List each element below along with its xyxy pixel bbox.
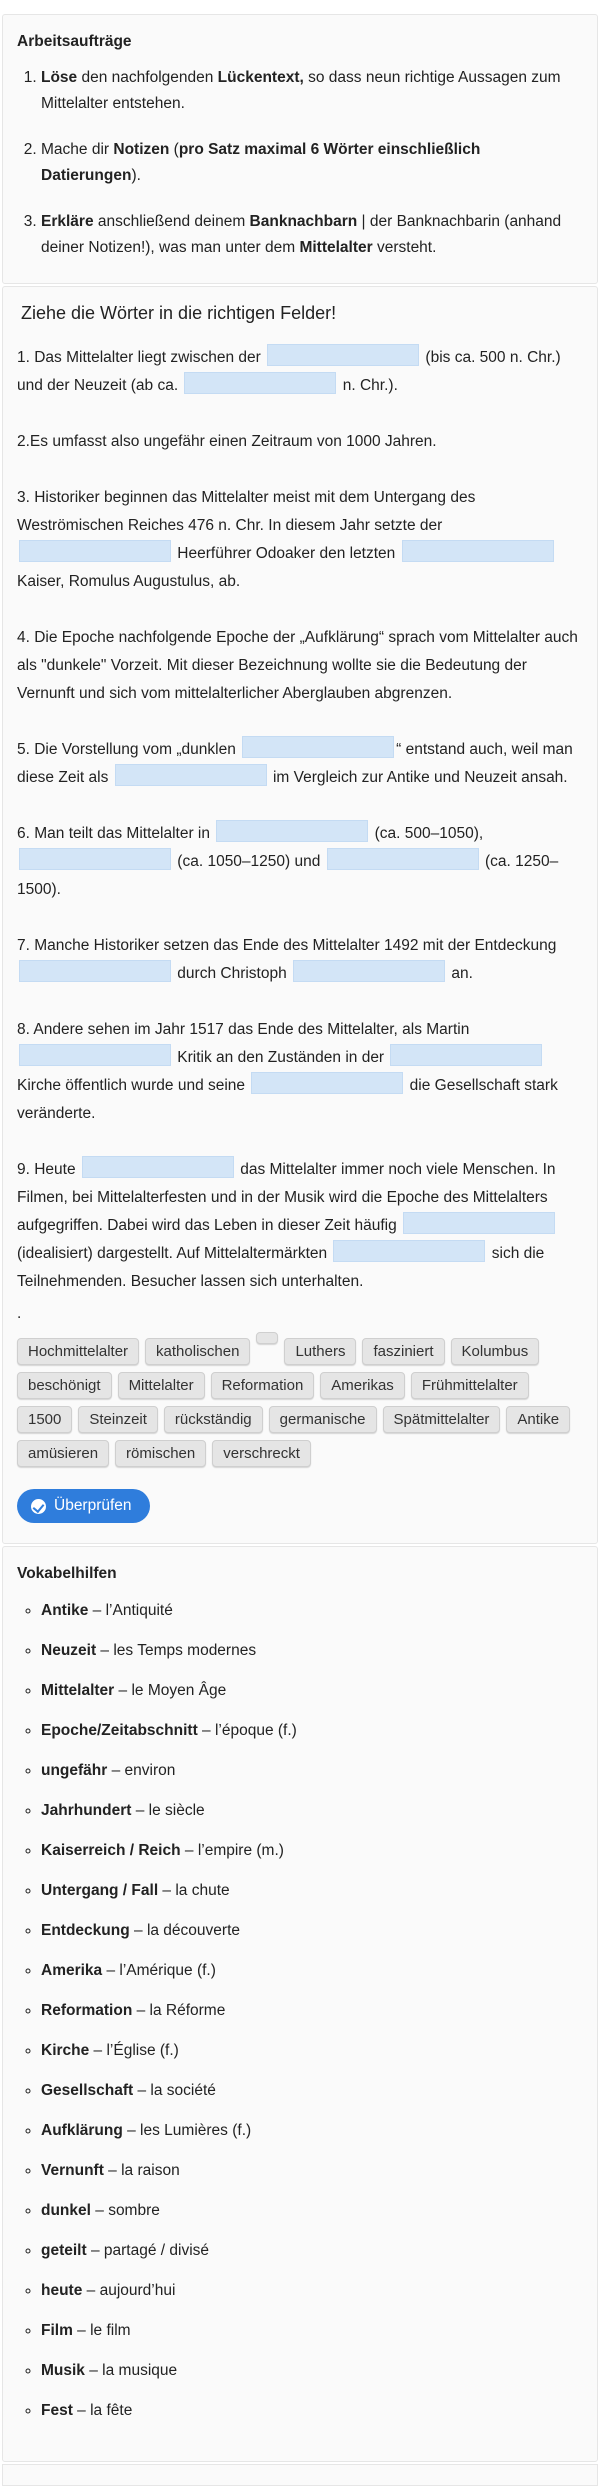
sentence-text: Kritik an den Zuständen in der bbox=[173, 1049, 389, 1066]
sentence-8 bbox=[17, 1016, 583, 1128]
vocab-translation: la fête bbox=[90, 2402, 133, 2419]
exercise-title: Ziehe die Wörter in die richtigen Felder! bbox=[21, 303, 337, 323]
drop-gap[interactable] bbox=[19, 960, 171, 982]
sentence-text: das Mittelalter immer noch viele Menschen. In Filmen, bei Mittelalterfesten und in der Musik wird die Epoche des Mittelalters aufgegriffen. Dabei wird das Leben in dieser Zeit häufig bbox=[17, 1161, 556, 1234]
task-keyword: Lückentext, bbox=[217, 69, 304, 86]
word-chip[interactable]: Mittelalter bbox=[118, 1372, 205, 1399]
vocab-translation: le Moyen Âge bbox=[131, 1682, 227, 1699]
vocab-item bbox=[41, 1881, 583, 1900]
vocab-item bbox=[41, 2401, 583, 2420]
vocab-dash: – bbox=[180, 1842, 198, 1859]
task-item bbox=[41, 65, 583, 117]
vocab-translation: aujourd’hui bbox=[99, 2282, 176, 2299]
task-keyword: Mittelalter bbox=[299, 239, 373, 256]
vocab-term: Mittelalter bbox=[41, 1682, 115, 1699]
vocab-translation: la musique bbox=[102, 2362, 178, 2379]
vocab-translation: les Lumières (f.) bbox=[140, 2122, 252, 2139]
vocab-dash: – bbox=[132, 2002, 150, 2019]
vocab-term: Reformation bbox=[41, 2002, 133, 2019]
vocab-term: Musik bbox=[41, 2362, 85, 2379]
vocab-term: Film bbox=[41, 2322, 73, 2339]
sentence-text: an. bbox=[447, 965, 473, 982]
next-panel-edge bbox=[2, 2464, 598, 2486]
vocab-term: Vernunft bbox=[41, 2162, 104, 2179]
vocab-item bbox=[41, 1801, 583, 1820]
vocab-dash: – bbox=[72, 2402, 91, 2419]
drop-gap[interactable] bbox=[267, 344, 419, 366]
sentence-2 bbox=[17, 428, 583, 456]
word-chip[interactable]: verschreckt bbox=[212, 1440, 311, 1467]
sentence-3 bbox=[17, 484, 583, 596]
drop-gap[interactable] bbox=[402, 540, 554, 562]
sentence-text: 3. Historiker beginnen das Mittelalter meist mit dem Untergang des Weströmischen Reiches 476 n. Chr. In diesem Jahr setzte der bbox=[17, 489, 476, 534]
tasks-title: Arbeitsaufträge bbox=[17, 33, 132, 50]
vocab-translation: l’Antiquité bbox=[105, 1602, 173, 1619]
tasks-panel bbox=[2, 14, 598, 284]
vocab-term: Kirche bbox=[41, 2042, 90, 2059]
sentence-1 bbox=[17, 344, 583, 400]
word-chip[interactable]: Kolumbus bbox=[451, 1338, 540, 1365]
task-keyword: Notizen bbox=[113, 141, 170, 158]
task-text: Mache dir bbox=[41, 141, 114, 158]
vocab-item bbox=[41, 2201, 583, 2220]
sentence-text: (ca. 1050–1250) und bbox=[173, 853, 325, 870]
vocab-item bbox=[41, 1961, 583, 1980]
vocab-term: Gesellschaft bbox=[41, 2082, 134, 2099]
sentence-text: (ca. 1250–1500). bbox=[17, 853, 559, 898]
vocab-term: Neuzeit bbox=[41, 1642, 97, 1659]
task-keyword: Erkläre bbox=[41, 213, 94, 230]
sentence-4 bbox=[17, 624, 583, 708]
task-text: ). bbox=[131, 167, 141, 184]
word-chip[interactable]: Steinzeit bbox=[78, 1406, 158, 1433]
sentence-text: (ca. 500–1050), bbox=[370, 825, 484, 842]
drop-gap[interactable] bbox=[333, 1240, 485, 1262]
drop-gap[interactable] bbox=[216, 820, 368, 842]
vocab-dash: – bbox=[102, 1962, 120, 1979]
vocab-dash: – bbox=[82, 2282, 100, 2299]
vocab-item bbox=[41, 1921, 583, 1940]
word-chip[interactable]: katholischen bbox=[145, 1338, 250, 1365]
vocab-translation: la Réforme bbox=[149, 2002, 226, 2019]
vocab-item bbox=[41, 2001, 583, 2020]
vocab-item bbox=[41, 2241, 583, 2260]
vocab-dash: – bbox=[107, 1762, 125, 1779]
vocab-item bbox=[41, 1641, 583, 1660]
task-text: so dass neun richtige Aussagen zum Mittelalter entstehen. bbox=[41, 69, 561, 112]
vocab-dash: – bbox=[131, 1802, 149, 1819]
vocab-translation: partagé / divisé bbox=[103, 2242, 210, 2259]
vocab-translation: l’époque (f.) bbox=[214, 1722, 297, 1739]
vocab-translation: sombre bbox=[108, 2202, 160, 2219]
drop-gap[interactable] bbox=[82, 1156, 234, 1178]
vocab-dash: – bbox=[133, 2082, 151, 2099]
vocab-term: Fest bbox=[41, 2402, 73, 2419]
trailing-dot: . bbox=[17, 1305, 22, 1322]
vocab-dash: – bbox=[72, 2322, 91, 2339]
sentence-text: 9. Heute bbox=[17, 1161, 80, 1178]
vocab-term: geteilt bbox=[41, 2242, 87, 2259]
vocab-term: Kaiserreich / Reich bbox=[41, 1842, 181, 1859]
vocab-item bbox=[41, 2081, 583, 2100]
sentence-5 bbox=[17, 736, 583, 792]
task-keyword: Löse bbox=[41, 69, 78, 86]
drop-gap[interactable] bbox=[403, 1212, 555, 1234]
sentence-text: 7. Manche Historiker setzen das Ende des Mittelalter 1492 mit der Entdeckung bbox=[17, 937, 557, 954]
vocab-item bbox=[41, 1721, 583, 1740]
sentence-9 bbox=[17, 1156, 583, 1296]
word-chip[interactable]: rückständig bbox=[164, 1406, 263, 1433]
drop-gap[interactable] bbox=[293, 960, 445, 982]
vocab-translation: l’empire (m.) bbox=[197, 1842, 284, 1859]
drop-gap[interactable] bbox=[242, 736, 394, 758]
vocab-translation: la société bbox=[150, 2082, 216, 2099]
word-chip[interactable]: germanische bbox=[269, 1406, 377, 1433]
sentence-6 bbox=[17, 820, 583, 904]
vocab-term: Aufklärung bbox=[41, 2122, 123, 2139]
vocab-term: Entdeckung bbox=[41, 1922, 130, 1939]
sentence-text: im Vergleich zur Antike und Neuzeit ansah. bbox=[268, 769, 568, 786]
vocab-translation: l’Église (f.) bbox=[106, 2042, 179, 2059]
word-chip[interactable]: Antike bbox=[506, 1406, 570, 1433]
word-chip[interactable] bbox=[256, 1332, 278, 1344]
sentence-text: 5. Die Vorstellung vom „dunklen bbox=[17, 741, 241, 758]
sentence-text: Heerführer Odoaker den letzten bbox=[173, 545, 400, 562]
vocab-translation: le siècle bbox=[148, 1802, 205, 1819]
word-chip[interactable]: Luthers bbox=[284, 1338, 356, 1365]
task-item bbox=[41, 209, 583, 261]
vocab-item bbox=[41, 1681, 583, 1700]
drop-gap[interactable] bbox=[390, 1044, 542, 1066]
vocab-translation: la chute bbox=[175, 1882, 230, 1899]
vocab-dash: – bbox=[114, 1682, 132, 1699]
drop-gap[interactable] bbox=[115, 764, 267, 786]
word-chip[interactable]: Hochmittelalter bbox=[17, 1338, 139, 1365]
task-text: den nachfolgenden bbox=[77, 69, 218, 86]
vocab-item bbox=[41, 1841, 583, 1860]
vocab-translation: la raison bbox=[121, 2162, 180, 2179]
word-bank bbox=[17, 1338, 583, 1467]
vocab-term: Epoche/Zeitabschnitt bbox=[41, 1722, 198, 1739]
task-text: anschließend deinem bbox=[93, 213, 250, 230]
check-circle-icon bbox=[31, 1499, 46, 1514]
check-button[interactable] bbox=[17, 1489, 150, 1523]
vocab-item bbox=[41, 2321, 583, 2340]
drop-gap[interactable] bbox=[327, 848, 479, 870]
cloze-exercise bbox=[2, 286, 598, 1544]
word-chip[interactable]: amüsieren bbox=[17, 1440, 109, 1467]
vocab-translation: l’Amérique (f.) bbox=[119, 1962, 216, 1979]
sentence-text: 2.Es umfasst also ungefähr einen Zeitraum von 1000 Jahren. bbox=[17, 433, 437, 450]
word-chip[interactable]: Spätmittelalter bbox=[383, 1406, 501, 1433]
word-chip[interactable]: fasziniert bbox=[362, 1338, 444, 1365]
vocab-dash: – bbox=[197, 1722, 215, 1739]
word-chip[interactable]: 1500 bbox=[17, 1406, 72, 1433]
vocab-term: Jahrhundert bbox=[41, 1802, 132, 1819]
sentence-7 bbox=[17, 932, 583, 988]
sentence-text: (idealisiert) dargestellt. Auf Mittelaltermärkten bbox=[17, 1245, 332, 1262]
drop-gap[interactable] bbox=[19, 1044, 171, 1066]
vocab-term: dunkel bbox=[41, 2202, 91, 2219]
vocab-translation: la découverte bbox=[146, 1922, 240, 1939]
task-keyword: Banknachbarn bbox=[249, 213, 358, 230]
vocab-dash: – bbox=[88, 1602, 106, 1619]
vocab-term: ungefähr bbox=[41, 1762, 108, 1779]
task-list bbox=[17, 65, 583, 261]
word-chip[interactable]: Frühmittelalter bbox=[411, 1372, 529, 1399]
vocab-dash: – bbox=[103, 2162, 122, 2179]
drop-gap[interactable] bbox=[19, 848, 171, 870]
sentence-text: sich die Teilnehmenden. Besucher lassen sich unterhalten. bbox=[17, 1245, 545, 1290]
drop-gap[interactable] bbox=[184, 372, 336, 394]
vocab-item bbox=[41, 2041, 583, 2060]
cloze-text bbox=[17, 344, 583, 1296]
vocab-item bbox=[41, 1761, 583, 1780]
word-chip[interactable]: beschönigt bbox=[17, 1372, 112, 1399]
vocab-dash: – bbox=[158, 1882, 176, 1899]
vocab-dash: – bbox=[90, 2202, 109, 2219]
vocab-translation: environ bbox=[124, 1762, 176, 1779]
vocab-item bbox=[41, 2161, 583, 2180]
task-text: ( bbox=[169, 141, 179, 158]
word-chip[interactable]: Reformation bbox=[211, 1372, 315, 1399]
task-keyword: pro Satz maximal 6 Wörter einschließlich Datierungen bbox=[41, 141, 481, 184]
vocab-item bbox=[41, 1601, 583, 1620]
sentence-text: 6. Man teilt das Mittelalter in bbox=[17, 825, 215, 842]
vocab-dash: – bbox=[84, 2362, 103, 2379]
check-button-label: Überprüfen bbox=[54, 1497, 132, 1514]
sentence-text: Kaiser, Romulus Augustulus, ab. bbox=[17, 573, 241, 590]
vocab-item bbox=[41, 2121, 583, 2140]
sentence-text: 4. Die Epoche nachfolgende Epoche der „Aufklärung“ sprach vom Mittelalter auch als "dunkele" Vorzeit. Mit dieser Bezeichnung wollte sie die Bedeutung der Vernunft und sich vom mittelalterlicher Aberglauben abgrenzen. bbox=[17, 629, 578, 702]
drop-gap[interactable] bbox=[19, 540, 171, 562]
vocab-term: Untergang / Fall bbox=[41, 1882, 159, 1899]
sentence-text: durch Christoph bbox=[173, 965, 292, 982]
task-text: | der Banknachbarin (anhand deiner Notizen!), was man unter dem bbox=[41, 213, 562, 256]
vocab-title: Vokabelhilfen bbox=[17, 1565, 117, 1582]
vocab-translation: le film bbox=[90, 2322, 131, 2339]
vocab-term: Amerika bbox=[41, 1962, 103, 1979]
vocab-translation: les Temps modernes bbox=[113, 1642, 257, 1659]
word-chip[interactable]: Amerikas bbox=[320, 1372, 405, 1399]
sentence-text: Kirche öffentlich wurde und seine bbox=[17, 1077, 250, 1094]
task-text: versteht. bbox=[372, 239, 437, 256]
vocab-dash: – bbox=[122, 2122, 141, 2139]
vocab-panel bbox=[2, 1546, 598, 2462]
vocab-dash: – bbox=[86, 2242, 104, 2259]
sentence-text: 8. Andere sehen im Jahr 1517 das Ende des Mittelalter, als Martin bbox=[17, 1021, 470, 1038]
sentence-text: 1. Das Mittelalter liegt zwischen der bbox=[17, 349, 266, 366]
vocab-dash: – bbox=[89, 2042, 107, 2059]
vocab-item bbox=[41, 2361, 583, 2380]
word-chip[interactable]: römischen bbox=[115, 1440, 206, 1467]
vocab-term: Antike bbox=[41, 1602, 89, 1619]
vocab-term: heute bbox=[41, 2282, 83, 2299]
vocab-dash: – bbox=[129, 1922, 147, 1939]
vocab-list bbox=[17, 1601, 583, 2420]
vocab-dash: – bbox=[96, 1642, 114, 1659]
drop-gap[interactable] bbox=[251, 1072, 403, 1094]
task-item bbox=[41, 137, 583, 189]
sentence-text: (bis ca. 500 n. Chr.) und der Neuzeit (ab ca. bbox=[17, 349, 561, 394]
sentence-text: n. Chr.). bbox=[338, 377, 398, 394]
sentence-text: “ entstand auch, weil man diese Zeit als bbox=[17, 741, 573, 786]
sentence-text: die Gesellschaft stark veränderte. bbox=[17, 1077, 558, 1122]
vocab-item bbox=[41, 2281, 583, 2300]
